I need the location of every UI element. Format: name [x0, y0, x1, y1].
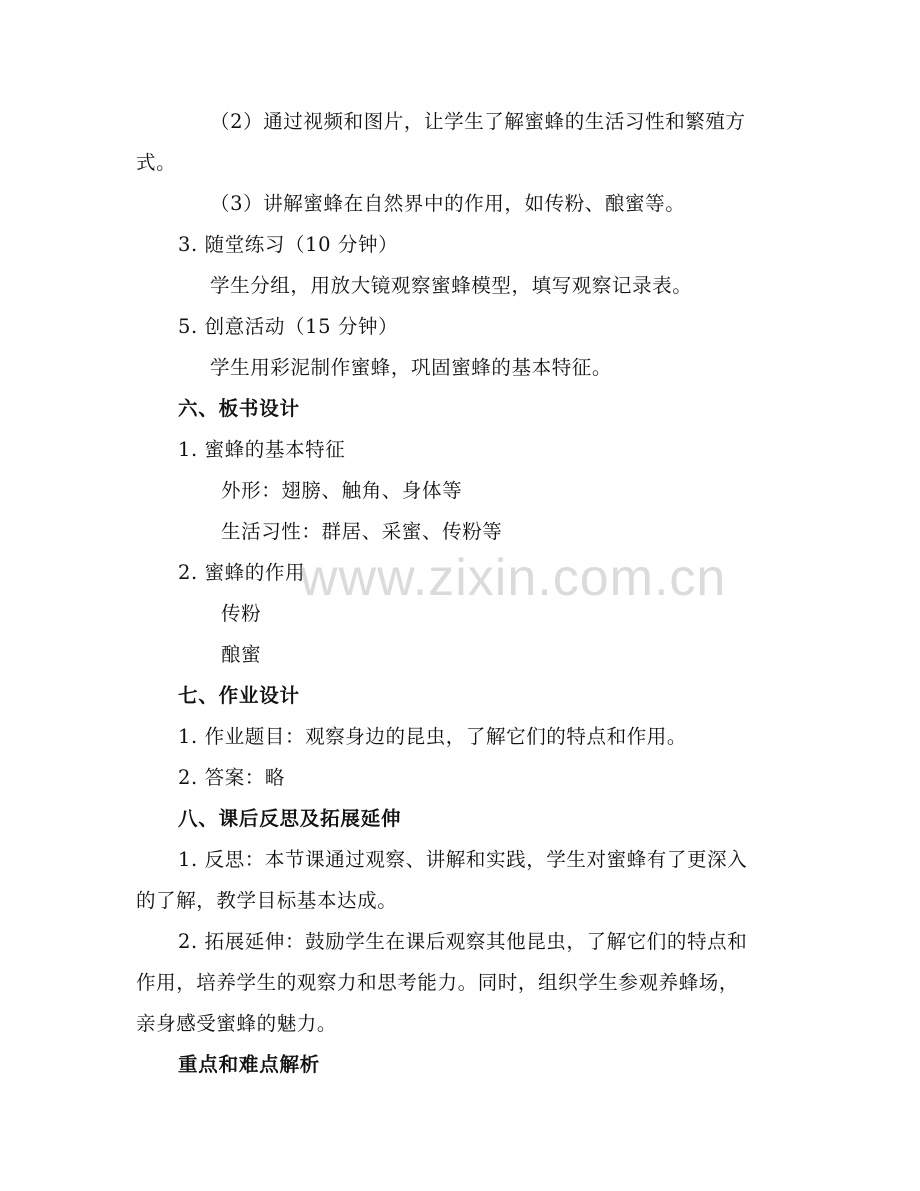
homework-item-1: 1. 作业题目：观察身边的昆虫，了解它们的特点和作用。: [178, 725, 688, 748]
board-item-1-sub-1: 外形：翅膀、触角、身体等: [221, 479, 463, 502]
reflection-2-line1: 2. 拓展延伸：鼓励学生在课后观察其他昆虫，了解它们的特点和: [178, 930, 748, 953]
board-item-1-sub-2: 生活习性：群居、采蜜、传粉等: [221, 520, 503, 543]
para-method-3: （3）讲解蜜蜂在自然界中的作用，如传粉、酿蜜等。: [210, 192, 686, 215]
section-8-heading: 八、课后反思及拓展延伸: [178, 807, 402, 830]
para-method-2-line2: 式。: [136, 151, 177, 174]
section-6-heading: 六、板书设计: [178, 397, 300, 420]
step-5-body: 学生用彩泥制作蜜蜂，巩固蜜蜂的基本特征。: [210, 356, 613, 379]
homework-item-2: 2. 答案：略: [178, 766, 286, 789]
section-7-heading: 七、作业设计: [178, 684, 300, 707]
watermark: www.zixin.com.cn: [300, 549, 727, 607]
step-5-heading: 5. 创意活动（15 分钟）: [178, 315, 399, 338]
reflection-1-line1: 1. 反思：本节课通过观察、讲解和实践，学生对蜜蜂有了更深入: [178, 848, 748, 871]
step-3-heading: 3. 随堂练习（10 分钟）: [178, 233, 399, 256]
reflection-2-line2: 作用，培养学生的观察力和思考能力。同时，组织学生参观养蜂场，: [136, 971, 740, 994]
reflection-2-line3: 亲身感受蜜蜂的魅力。: [136, 1012, 338, 1035]
step-3-body: 学生分组，用放大镜观察蜜蜂模型，填写观察记录表。: [210, 274, 693, 297]
board-item-1: 1. 蜜蜂的基本特征: [178, 438, 346, 461]
para-method-2-line1: （2）通过视频和图片，让学生了解蜜蜂的生活习性和繁殖方: [210, 110, 746, 133]
reflection-1-line2: 的了解，教学目标基本达成。: [136, 889, 398, 912]
board-item-2-sub-2: 酿蜜: [221, 643, 262, 666]
board-item-2-sub-1: 传粉: [221, 602, 262, 625]
key-points-heading: 重点和难点解析: [178, 1053, 321, 1076]
board-item-2: 2. 蜜蜂的作用: [178, 561, 306, 584]
